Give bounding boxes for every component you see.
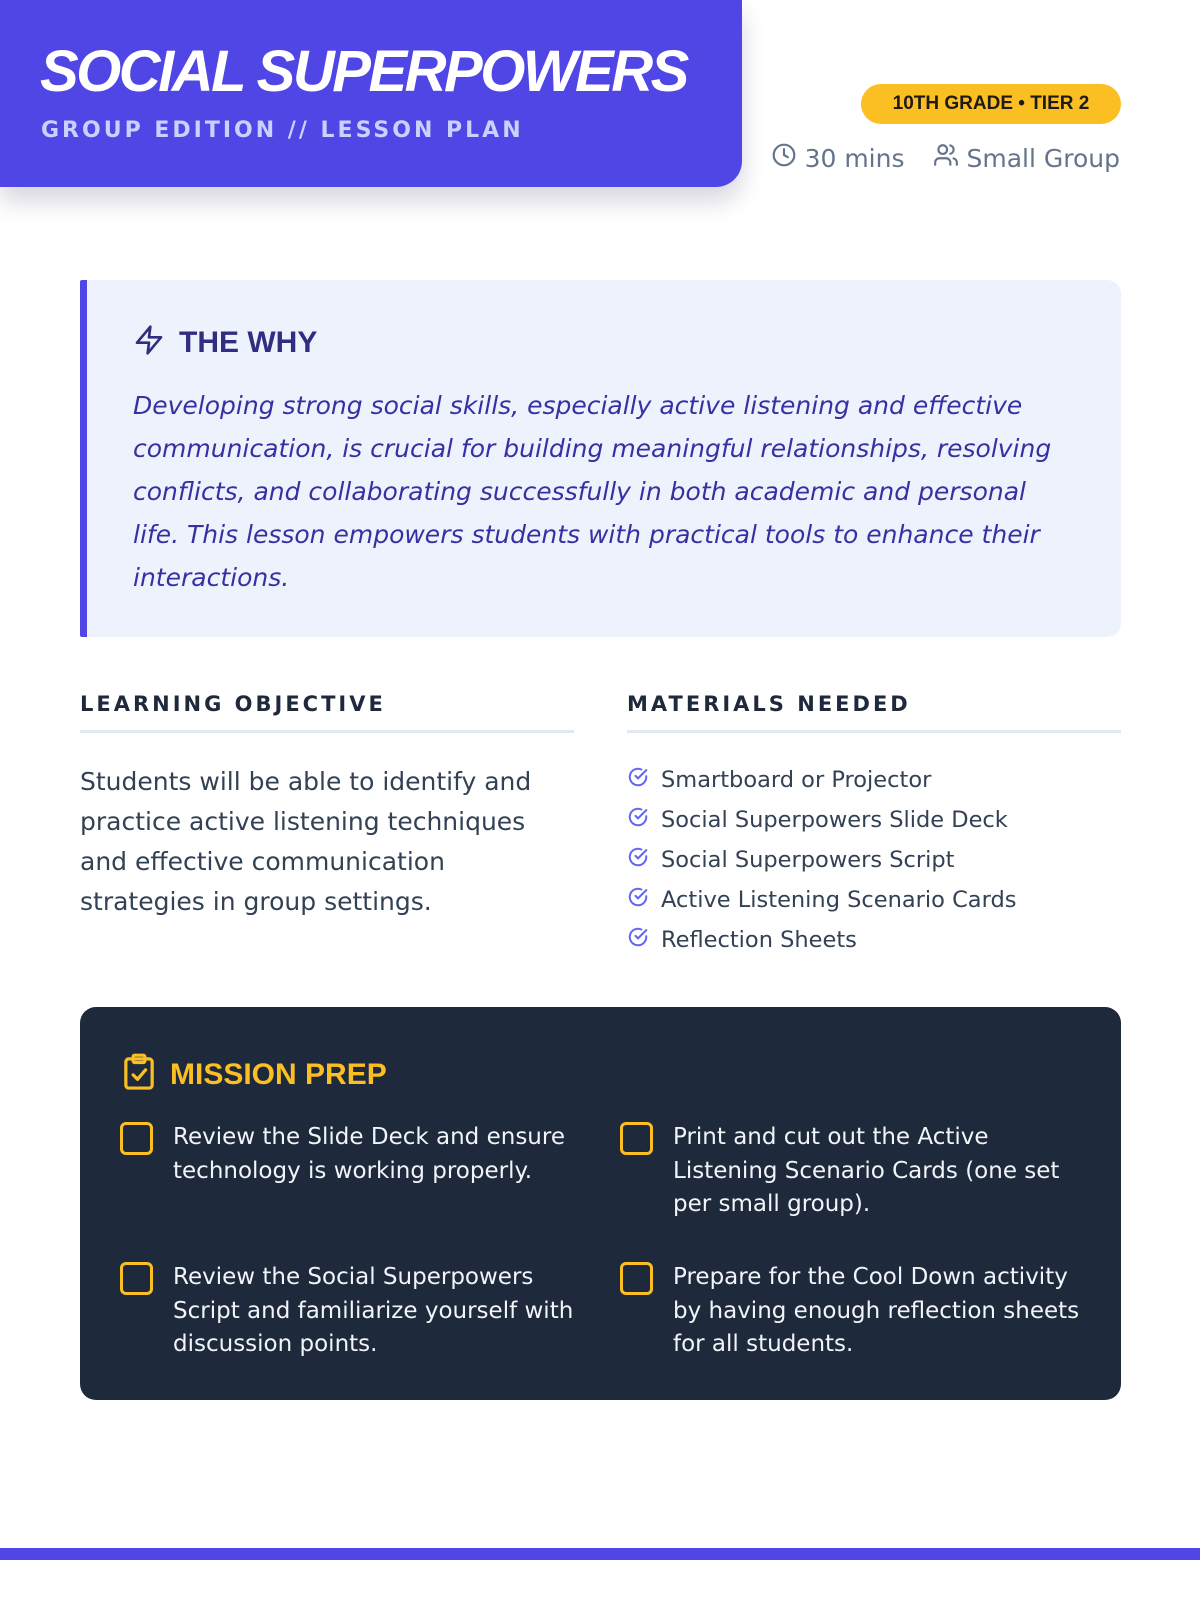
check-circle-icon xyxy=(627,806,649,834)
material-label: Social Superpowers Script xyxy=(661,847,955,873)
why-title: THE WHY xyxy=(179,325,318,359)
duration-meta xyxy=(771,142,905,174)
check-circle-icon xyxy=(627,766,649,794)
why-text: Developing strong social skills, especially active listening and effective communication, is crucial for building meaningful relationships, resolving conflicts, and collaborating successfully in both academic and personal life. This lesson empowers students with practical tools to enhance their interactions. xyxy=(133,391,1052,592)
prep-task xyxy=(120,1121,580,1188)
task-text: Print and cut out the Active Listening Scenario Cards (one set per small group). xyxy=(673,1124,1060,1217)
header-banner xyxy=(0,0,742,187)
why-heading xyxy=(133,324,317,361)
objective-divider xyxy=(80,730,574,733)
material-label: Reflection Sheets xyxy=(661,927,857,953)
why-card xyxy=(80,280,1121,637)
mission-prep-card xyxy=(80,1007,1121,1400)
group-size-text: Small Group xyxy=(966,143,1120,173)
check-circle-icon xyxy=(627,846,649,874)
task-checkbox[interactable] xyxy=(120,1122,153,1155)
materials-list xyxy=(627,760,1016,960)
material-label: Smartboard or Projector xyxy=(661,767,932,793)
task-checkbox[interactable] xyxy=(120,1262,153,1295)
objective-text: Students will be able to identify and practice active listening techniques and effective communication strategies in group settings. xyxy=(80,767,532,916)
duration-text: 30 mins xyxy=(804,143,905,173)
list-item xyxy=(627,840,1016,880)
task-text: Review the Slide Deck and ensure technology is working properly. xyxy=(173,1124,565,1184)
lightning-bolt-icon xyxy=(133,324,165,361)
objective-label: LEARNING OBJECTIVE xyxy=(80,692,386,716)
clipboard-check-icon xyxy=(122,1053,156,1096)
material-label: Active Listening Scenario Cards xyxy=(661,887,1017,913)
materials-divider xyxy=(627,730,1121,733)
lesson-meta xyxy=(771,140,1120,176)
prep-task xyxy=(120,1261,580,1362)
footer-accent-bar xyxy=(0,1548,1200,1560)
prep-task xyxy=(620,1261,1080,1362)
mission-prep-title: MISSION PREP xyxy=(170,1057,387,1091)
materials-label: MATERIALS NEEDED xyxy=(627,692,911,716)
clock-icon xyxy=(771,142,797,174)
list-item xyxy=(627,920,1016,960)
group-size-meta xyxy=(933,142,1121,174)
check-circle-icon xyxy=(627,886,649,914)
task-text: Review the Social Superpowers Script and familiarize yourself with discussion points. xyxy=(173,1264,574,1357)
users-icon xyxy=(933,142,959,174)
task-checkbox[interactable] xyxy=(620,1262,653,1295)
check-circle-icon xyxy=(627,926,649,954)
grade-badge: 10TH GRADE • TIER 2 xyxy=(861,84,1121,124)
task-checkbox[interactable] xyxy=(620,1122,653,1155)
list-item xyxy=(627,880,1016,920)
prep-task xyxy=(620,1121,1080,1222)
page-title: SOCIAL SUPERPOWERS xyxy=(40,39,687,104)
task-text: Prepare for the Cool Down activity by having enough reflection sheets for all students. xyxy=(673,1264,1080,1357)
list-item xyxy=(627,800,1016,840)
page-subtitle: GROUP EDITION // LESSON PLAN xyxy=(41,118,524,143)
list-item xyxy=(627,760,1016,800)
material-label: Social Superpowers Slide Deck xyxy=(661,807,1008,833)
mission-prep-heading xyxy=(122,1053,387,1096)
